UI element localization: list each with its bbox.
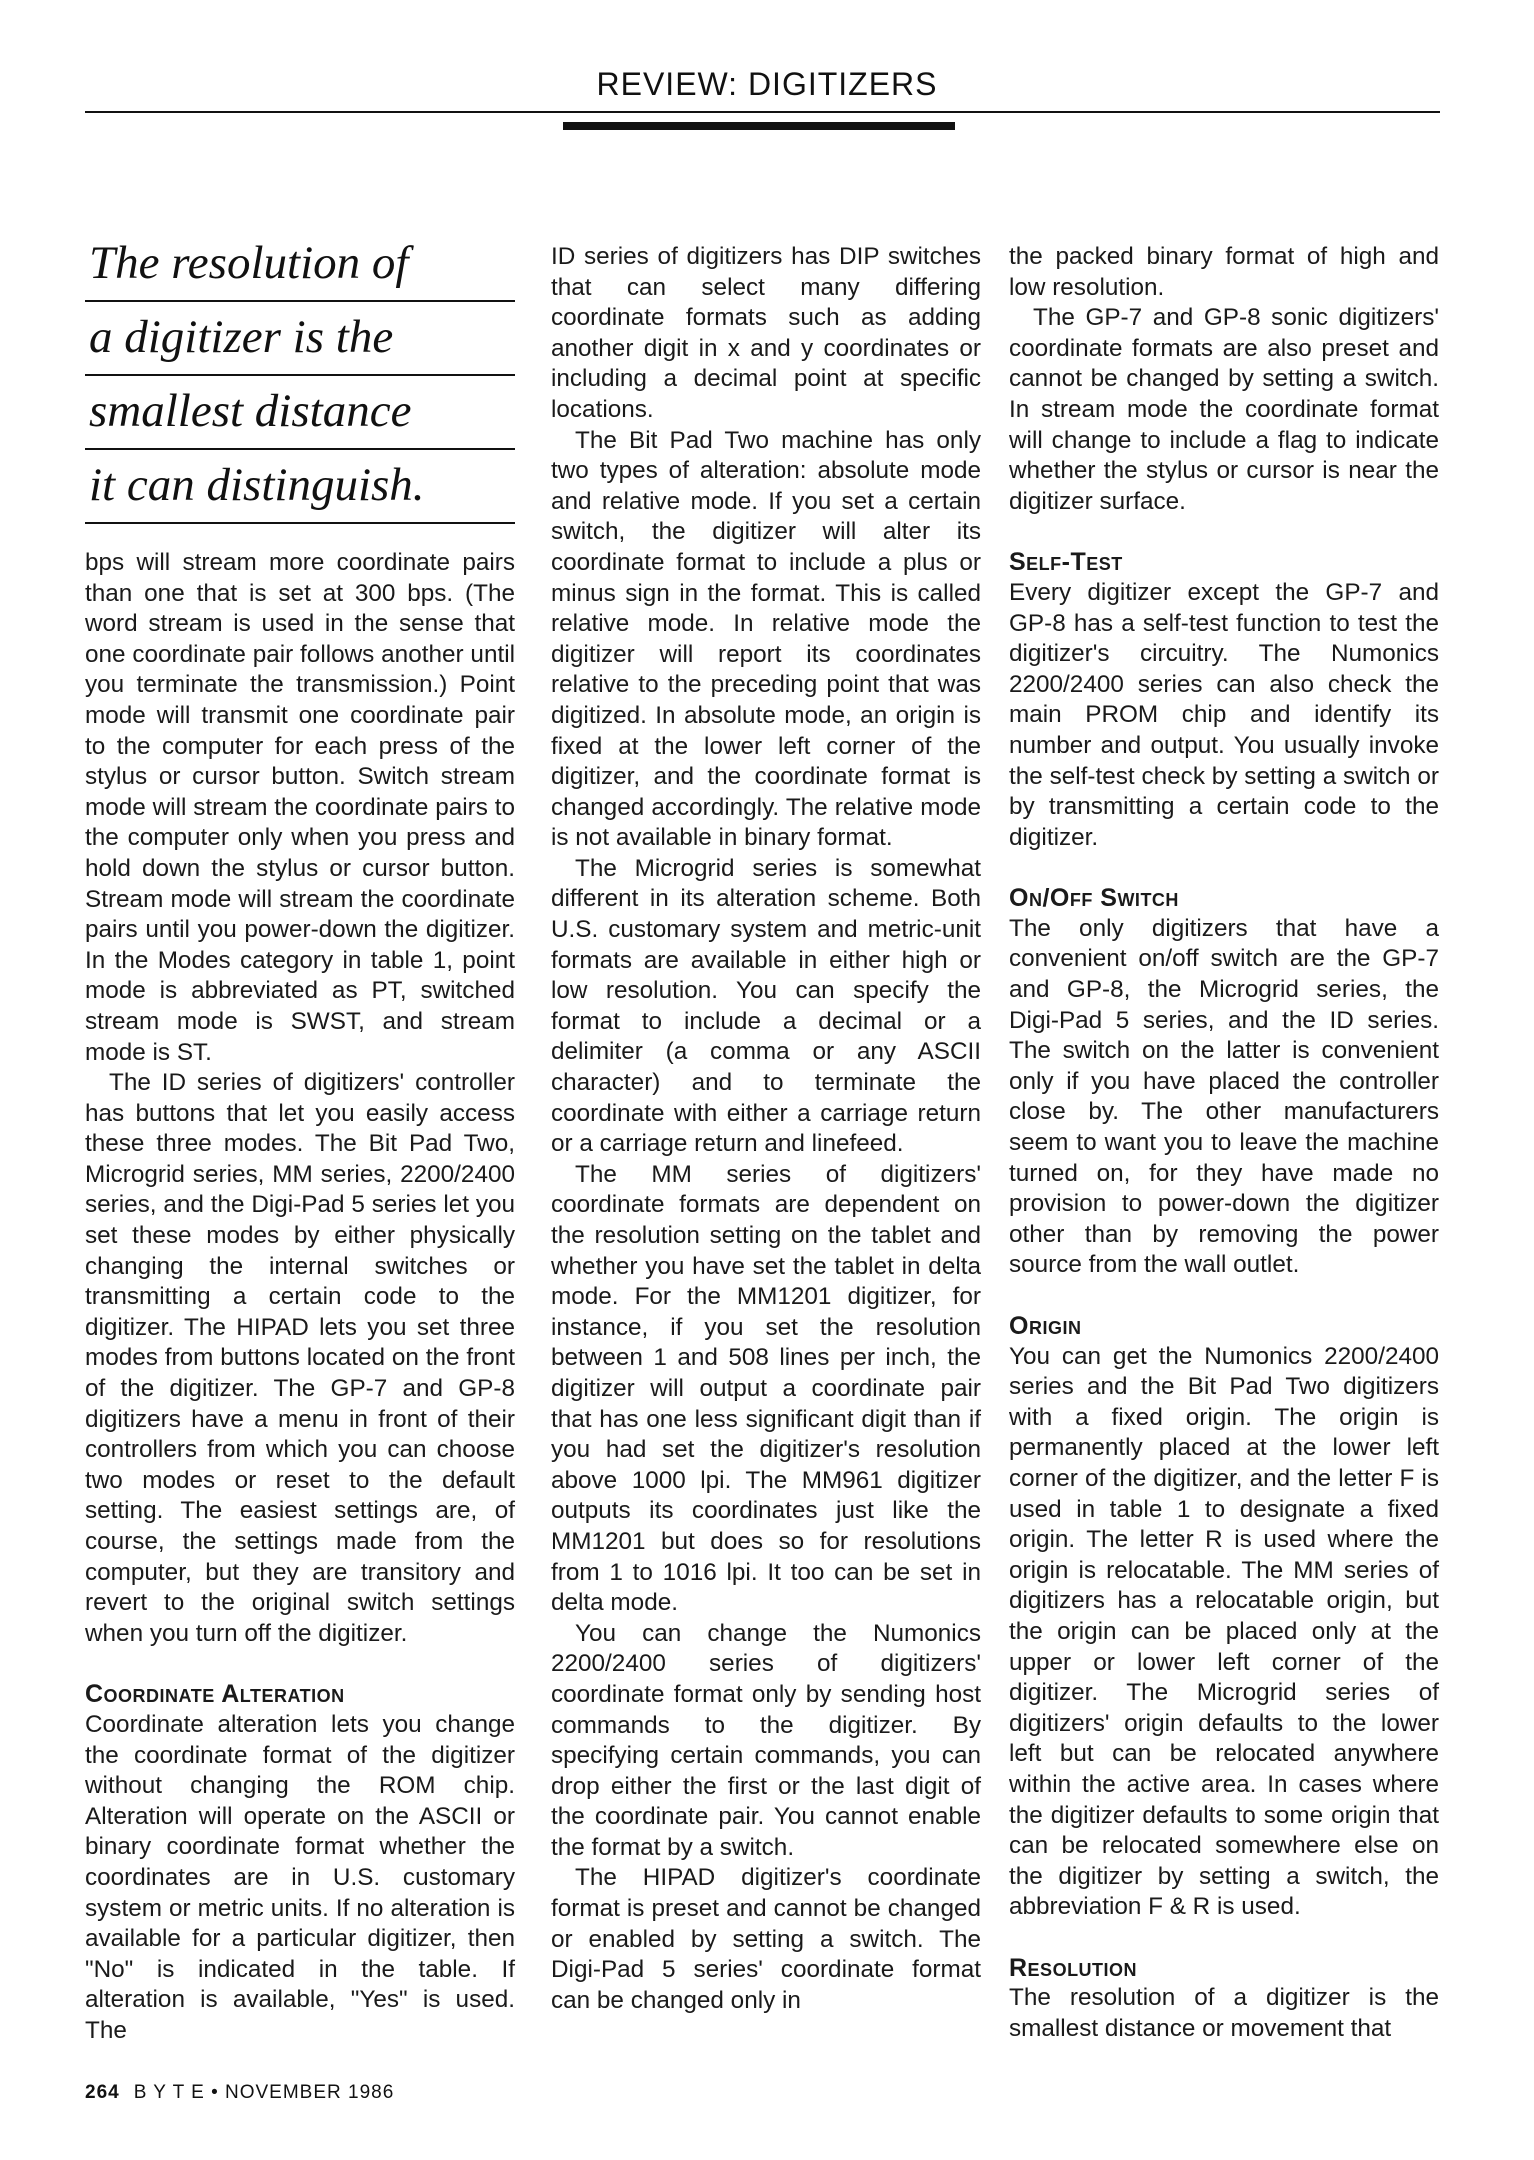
pull-quote <box>85 228 515 524</box>
paragraph: You can get the Numonics 2200/2400 series and the Bit Pad Two digitizers with a fixed origin. The origin is permanently placed at the lower left corner of the digitizer, and the letter F is used in table 1 to designate a fixed origin. The letter R is used where the origin is relocatable. The MM series of digitizers has a relocatable origin, but the origin can be placed only at the upper or lower left corner of the digitizer. The Microgrid series of digitizers' origin defaults to the lower left but can be relocated anywhere within the active area. In cases where the digitizer defaults to some origin that can be relocated somewhere else on the digitizer by setting a switch, the abbreviation F & R is used. <box>1009 1342 1439 1921</box>
paragraph: bps will stream more coordinate pairs than one that is set at 300 bps. (The word stream is used in the sense that one coordinate pair follows another until you terminate the transmission.) Point mode will transmit one coordinate pair to the computer for each press of the stylus or cursor button. Switch stream mode will stream the coordinate pairs to the computer only when you press and hold down the stylus or cursor button. Stream mode will stream the coordinate pairs until you power-down the digitizer. In the Modes category in table 1, point mode is abbreviated as PT, switched stream mode is SWST, and stream mode is ST. <box>85 549 515 1066</box>
paragraph: You can change the Numonics 2200/2400 series of digitizers' coordinate format only by sending host commands to the digitizer. By specifying certain commands, you can drop either the first or the last digit of the coordinate pair. You cannot enable the format by a switch. <box>551 1619 981 1861</box>
column-3 <box>1009 242 1439 2045</box>
header-bar <box>563 122 955 130</box>
column-2 <box>551 242 981 2016</box>
running-header: REVIEW: DIGITIZERS <box>596 66 938 102</box>
paragraph: The MM series of digitizers' coordinate formats are dependent on the resolution setting on the tablet and whether you have set the tablet in delta mode. For the MM1201 digitizer, for instance, if you set the resolution between 1 and 508 lines per inch, the digitizer will output a coordinate pair that has one less significant digit than if you had set the digitizer's resolution above 1000 lpi. The MM961 digitizer outputs its coordinates just like the MM1201 but does so for resolutions from 1 to 1016 lpi. It too can be set in delta mode. <box>551 1160 981 1617</box>
paragraph: the packed binary format of high and low resolution. <box>1009 243 1439 301</box>
paragraph: Every digitizer except the GP-7 and GP-8 has a self-test function to test the digitizer's circuitry. The Numonics 2200/2400 series can also check the main PROM chip and identify its number and output. You usually invoke the self-test check by setting a switch or by transmitting a certain code to the digitizer. <box>1009 578 1439 851</box>
section-heading-self-test: Self-Test <box>1009 548 1123 577</box>
pull-quote-line: The resolution of <box>85 228 515 302</box>
pull-quote-line: smallest distance <box>85 376 515 450</box>
section-heading-on-off-switch: On/Off Switch <box>1009 884 1179 913</box>
footer-publication: B Y T E • NOVEMBER 1986 <box>133 2082 395 2103</box>
paragraph: The HIPAD digitizer's coordinate format is preset and cannot be changed or enabled by setting a switch. The Digi-Pad 5 series' coordinate format can be changed only in <box>551 1864 981 2014</box>
section-heading-origin: Origin <box>1009 1312 1082 1340</box>
section-heading-coordinate-alteration: Coordinate Alteration <box>85 1680 345 1709</box>
section-heading-resolution: Resolution <box>1009 1953 1138 1982</box>
paragraph: The ID series of digitizers' controller has buttons that let you easily access these three modes. The Bit Pad Two, Microgrid series, MM series, 2200/2400 series, and the Digi-Pad 5 series let you set these modes by either physically changing the internal switches or transmitting a certain code to the digitizer. The HIPAD lets you set three modes from buttons located on the front of the digitizer. The GP-7 and GP-8 digitizers have a menu in front of their controllers from which you can choose two modes or reset to the default setting. The easiest settings are, of course, the settings made from the computer, but they are transitory and revert to the original switch settings when you turn off the digitizer. <box>85 1069 515 1647</box>
paragraph: The only digitizers that have a convenient on/off switch are the GP-7 and GP-8, the Microgrid series, the Digi-Pad 5 series, and the ID series. The switch on the latter is convenient only if you have placed the controller close by. The other manufacturers seem to want you to leave the machine turned on, for they have made no provision to power-down the digitizer other than by removing the power source from the wall outlet. <box>1009 914 1439 1279</box>
paragraph: The Microgrid series is somewhat different in its alteration scheme. Both U.S. customary system and metric-unit formats are available in either high or low resolution. You can specify the format to include a decimal or a delimiter (a comma or any ASCII character) and to terminate the coordinate with either a carriage return or a carriage return and linefeed. <box>551 854 981 1158</box>
paragraph: The resolution of a digitizer is the smallest distance or movement that <box>1009 1984 1439 2043</box>
paragraph: The GP-7 and GP-8 sonic digitizers' coordinate formats are also preset and cannot be changed by setting a switch. In stream mode the coordinate format will change to include a flag to indicate whether the stylus or cursor is near the digitizer surface. <box>1009 304 1439 515</box>
page-footer <box>85 2082 394 2104</box>
page-number: 264 <box>85 2082 120 2103</box>
pull-quote-line: it can distinguish. <box>85 450 515 524</box>
pull-quote-line: a digitizer is the <box>85 302 515 376</box>
paragraph: Coordinate alteration lets you change the coordinate format of the digitizer without changing the ROM chip. Alteration will operate on the ASCII or binary coordinate format whether the coordinates are in U.S. customary system or metric units. If no alteration is available for a particular digitizer, then "No" is indicated in the table. If alteration is available, "Yes" is used. The <box>85 1710 515 2044</box>
column-1 <box>85 548 515 2047</box>
paragraph: ID series of digitizers has DIP switches that can select many differing coordinate formats such as adding another digit in x and y coordinates or including a decimal point at specific locations. <box>551 243 981 423</box>
header-rule <box>85 111 1440 113</box>
paragraph: The Bit Pad Two machine has only two types of alteration: absolute mode and relative mode. If you set a certain switch, the digitizer will alter its coordinate format to include a plus or minus sign in the format. This is called relative mode. In relative mode the digitizer will report its coordinates relative to the preceding point that was digitized. In absolute mode, an origin is fixed at the lower left corner of the digitizer, and the coordinate format is changed accordingly. The relative mode is not available in binary format. <box>551 426 981 852</box>
